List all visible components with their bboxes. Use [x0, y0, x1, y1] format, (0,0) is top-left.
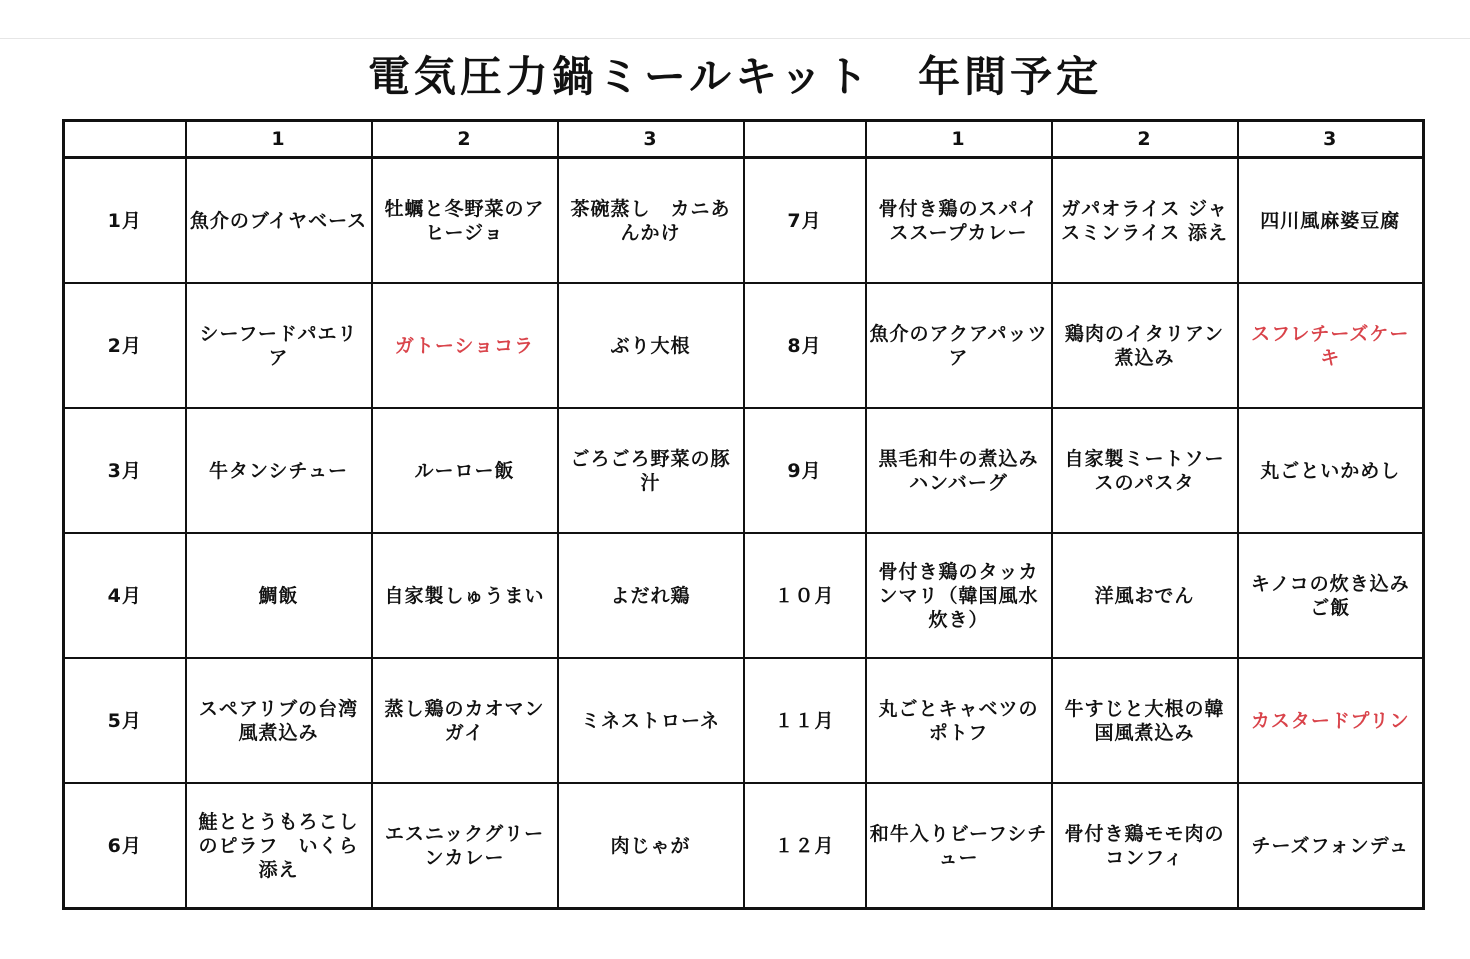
menu-cell: 肉じゃが	[558, 783, 744, 909]
header-col-2-right: 2	[1052, 121, 1238, 158]
menu-cell: 黒毛和牛の煮込みハンバーグ	[866, 408, 1052, 533]
month-label: １０月	[744, 533, 866, 658]
menu-cell: ミネストローネ	[558, 658, 744, 783]
menu-cell: 骨付き鶏のタッカンマリ（韓国風水炊き）	[866, 533, 1052, 658]
menu-cell: 四川風麻婆豆腐	[1238, 158, 1424, 284]
menu-cell: 自家製しゅうまい	[372, 533, 558, 658]
month-label: 3月	[64, 408, 186, 533]
month-label: １１月	[744, 658, 866, 783]
menu-cell: エスニックグリーンカレー	[372, 783, 558, 909]
menu-cell: 鶏肉のイタリアン煮込み	[1052, 283, 1238, 408]
table-row	[64, 158, 1424, 284]
header-col-3-left: 3	[558, 121, 744, 158]
month-label: 6月	[64, 783, 186, 909]
month-label: 4月	[64, 533, 186, 658]
menu-cell: チーズフォンデュ	[1238, 783, 1424, 909]
month-label: 9月	[744, 408, 866, 533]
page-title: 電気圧力鍋ミールキット 年間予定	[367, 52, 1103, 101]
header-col-3-right: 3	[1238, 121, 1424, 158]
menu-cell: ぶり大根	[558, 283, 744, 408]
table-row	[64, 283, 1424, 408]
dessert-menu-cell: ガトーショコラ	[372, 283, 558, 408]
menu-cell: 茶碗蒸し カニあんかけ	[558, 158, 744, 284]
menu-cell: 骨付き鶏のスパイススープカレー	[866, 158, 1052, 284]
menu-cell: 丸ごといかめし	[1238, 408, 1424, 533]
menu-cell: 洋風おでん	[1052, 533, 1238, 658]
dessert-menu-cell: スフレチーズケーキ	[1238, 283, 1424, 408]
menu-cell: キノコの炊き込みご飯	[1238, 533, 1424, 658]
menu-cell: 骨付き鶏モモ肉のコンフィ	[1052, 783, 1238, 909]
table-row	[64, 408, 1424, 533]
menu-cell: 魚介のブイヤベース	[186, 158, 372, 284]
month-label: 5月	[64, 658, 186, 783]
month-label: 8月	[744, 283, 866, 408]
menu-cell: 鮭ととうもろこしのピラフ いくら添え	[186, 783, 372, 909]
dessert-menu-cell: カスタードプリン	[1238, 658, 1424, 783]
month-label: 1月	[64, 158, 186, 284]
menu-cell: 蒸し鶏のカオマンガイ	[372, 658, 558, 783]
menu-cell: 丸ごとキャベツのポトフ	[866, 658, 1052, 783]
menu-cell: ガパオライス ジャスミンライス 添え	[1052, 158, 1238, 284]
menu-cell: 牛すじと大根の韓国風煮込み	[1052, 658, 1238, 783]
top-divider	[0, 38, 1470, 39]
header-col-1-left: 1	[186, 121, 372, 158]
menu-cell: スペアリブの台湾風煮込み	[186, 658, 372, 783]
menu-cell: 魚介のアクアパッツア	[866, 283, 1052, 408]
header-col-2-left: 2	[372, 121, 558, 158]
menu-cell: シーフードパエリア	[186, 283, 372, 408]
month-label: １２月	[744, 783, 866, 909]
menu-cell: 牛タンシチュー	[186, 408, 372, 533]
table-row	[64, 783, 1424, 909]
header-col-1-right: 1	[866, 121, 1052, 158]
month-label: 2月	[64, 283, 186, 408]
menu-cell: 和牛入りビーフシチュー	[866, 783, 1052, 909]
menu-cell: 自家製ミートソースのパスタ	[1052, 408, 1238, 533]
menu-cell: 鯛飯	[186, 533, 372, 658]
menu-cell: ごろごろ野菜の豚汁	[558, 408, 744, 533]
menu-cell: 牡蠣と冬野菜のアヒージョ	[372, 158, 558, 284]
table-row	[64, 533, 1424, 658]
table-row	[64, 658, 1424, 783]
menu-cell: よだれ鶏	[558, 533, 744, 658]
month-label: 7月	[744, 158, 866, 284]
header-blank-left	[64, 121, 186, 158]
header-row	[64, 121, 1424, 158]
annual-schedule-table	[62, 119, 1425, 910]
header-blank-right	[744, 121, 866, 158]
menu-cell: ルーロー飯	[372, 408, 558, 533]
